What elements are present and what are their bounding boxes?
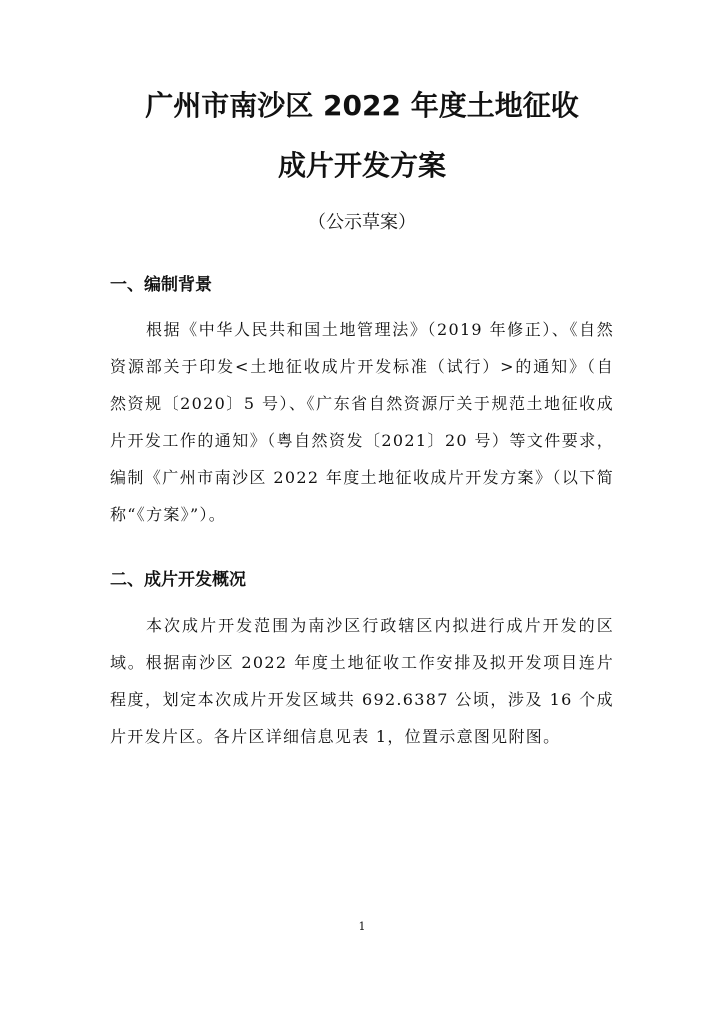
page-number: 1 [358, 920, 366, 933]
document-title-line-2: 成片开发方案 [277, 149, 446, 182]
document-title-line-1: 广州市南沙区 2022 年度土地征收 [145, 89, 579, 122]
section-paragraph-overview: 本次成片开发范围为南沙区行政辖区内拟进行成片开发的区域。根据南沙区 2022 年度土地征收工作安排及拟开发项目连片程度，划定本次成片开发区域共 692.6387 公顷，涉及 16 个成片开发片区。各片区详细信息见表 1，位置示意图见附图。 [110, 616, 614, 746]
section-heading-background: 一、编制背景 [110, 275, 212, 295]
section-paragraph-background: 根据《中华人民共和国土地管理法》（2019 年修正）、《自然资源部关于印发<土地征收成片开发标准（试行）>的通知》（自然资规〔2020〕5 号）、《广东省自然资源厅关于规范土地征收成片开发工作的通知》（粤自然资发〔2021〕20 号）等文件要求，编制《广州市南沙区 2022 年度土地征收成片开发方案》（以下简称“《方案》”）。 [110, 320, 614, 524]
document-subtitle: （公示草案） [308, 212, 416, 233]
section-heading-overview: 二、成片开发概况 [110, 570, 246, 590]
